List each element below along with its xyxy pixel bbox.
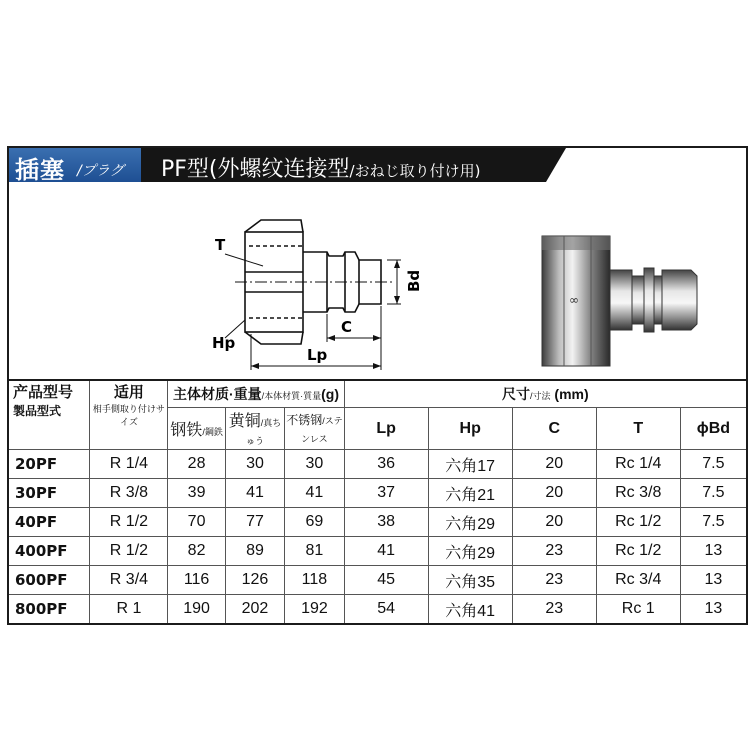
cell-brass: 89 xyxy=(225,537,284,566)
col-model-header xyxy=(8,380,90,450)
product-title-suffix: /おねじ取り付け用) xyxy=(349,162,481,180)
col-bd-header: ϕBd xyxy=(680,408,747,450)
cell-brass: 202 xyxy=(225,595,284,625)
col-t-header: T xyxy=(596,408,680,450)
category-tab xyxy=(9,148,141,182)
label-c: C xyxy=(341,318,353,336)
cell-hp: 六角17 xyxy=(428,450,512,479)
cell-fit: R 3/4 xyxy=(90,566,168,595)
cell-sus: 69 xyxy=(285,508,344,537)
cell-model: 600PF xyxy=(8,566,90,595)
cell-lp: 36 xyxy=(344,450,428,479)
cell-model: 30PF xyxy=(8,479,90,508)
cell-c: 23 xyxy=(512,566,596,595)
title-bar xyxy=(7,146,748,182)
cell-sus: 81 xyxy=(285,537,344,566)
col-model-jp: 製品型式 xyxy=(13,404,62,418)
col-sus-cn: 不锈钢 xyxy=(286,412,323,427)
cell-lp: 38 xyxy=(344,508,428,537)
cell-model: 40PF xyxy=(8,508,90,537)
col-material-cn: 主体材质·重量 xyxy=(172,386,262,402)
product-title xyxy=(161,152,480,183)
cell-c: 20 xyxy=(512,450,596,479)
cell-sus: 41 xyxy=(285,479,344,508)
col-model-cn: 产品型号 xyxy=(13,384,74,401)
technical-drawing xyxy=(9,180,746,380)
cell-hp: 六角35 xyxy=(428,566,512,595)
cell-bd: 13 xyxy=(680,566,747,595)
table-body xyxy=(8,450,747,625)
table-row xyxy=(8,537,747,566)
cell-lp: 54 xyxy=(344,595,428,625)
cell-c: 20 xyxy=(512,479,596,508)
cell-model: 400PF xyxy=(8,537,90,566)
cell-steel: 82 xyxy=(168,537,225,566)
cell-model: 20PF xyxy=(8,450,90,479)
col-dims-header xyxy=(344,380,747,408)
col-brass-header xyxy=(225,408,284,450)
table-header-row-1 xyxy=(8,380,747,408)
table-row xyxy=(8,566,747,595)
cell-brass: 41 xyxy=(225,479,284,508)
col-sus-jp: /ステンレス xyxy=(301,415,343,444)
cell-sus: 192 xyxy=(285,595,344,625)
col-brass-cn: 黄铜 xyxy=(228,413,261,430)
cell-sus: 30 xyxy=(285,450,344,479)
cell-lp: 37 xyxy=(344,479,428,508)
cell-fit: R 1 xyxy=(90,595,168,625)
cell-lp: 45 xyxy=(344,566,428,595)
col-fit-cn: 适用 xyxy=(113,384,144,401)
cell-fit: R 1/2 xyxy=(90,508,168,537)
spec-sheet xyxy=(7,146,748,620)
col-dims-jp: /寸法 xyxy=(530,391,551,401)
cell-fit: R 1/2 xyxy=(90,537,168,566)
spec-table xyxy=(7,379,748,625)
col-material-unit: (g) xyxy=(321,386,340,402)
cell-hp: 六角29 xyxy=(428,537,512,566)
product-title-main: PF型(外螺纹连接型 xyxy=(161,157,350,182)
cell-t: Rc 1/2 xyxy=(596,537,680,566)
cell-bd: 7.5 xyxy=(680,479,747,508)
cell-steel: 70 xyxy=(168,508,225,537)
col-fit-jp: 相手側取り付けサイズ xyxy=(92,404,165,427)
cell-brass: 77 xyxy=(225,508,284,537)
label-lp: Lp xyxy=(307,346,328,364)
cell-bd: 7.5 xyxy=(680,508,747,537)
table-row xyxy=(8,595,747,625)
cell-lp: 41 xyxy=(344,537,428,566)
category-label: 插塞 xyxy=(15,156,65,184)
cell-bd: 7.5 xyxy=(680,450,747,479)
col-lp-header: Lp xyxy=(344,408,428,450)
col-dims-cn: 尺寸 xyxy=(502,386,530,402)
cell-hp: 六角41 xyxy=(428,595,512,625)
col-material-jp: /本体材質·質量 xyxy=(261,391,322,401)
title-band-slant xyxy=(546,148,566,182)
cell-steel: 190 xyxy=(168,595,225,625)
cell-brass: 126 xyxy=(225,566,284,595)
col-material-header xyxy=(168,380,344,408)
cell-c: 23 xyxy=(512,537,596,566)
col-steel-header xyxy=(168,408,225,450)
table-row xyxy=(8,479,747,508)
cell-t: Rc 1/2 xyxy=(596,508,680,537)
col-sus-header xyxy=(285,408,344,450)
table-row xyxy=(8,508,747,537)
cell-sus: 118 xyxy=(285,566,344,595)
cell-fit: R 1/4 xyxy=(90,450,168,479)
cell-t: Rc 1 xyxy=(596,595,680,625)
cell-steel: 39 xyxy=(168,479,225,508)
cell-bd: 13 xyxy=(680,595,747,625)
cell-t: Rc 3/8 xyxy=(596,479,680,508)
category-sublabel: /プラグ xyxy=(77,163,124,179)
table-row xyxy=(8,450,747,479)
label-hp: Hp xyxy=(212,334,236,352)
label-t: T xyxy=(215,236,226,254)
cell-hp: 六角29 xyxy=(428,508,512,537)
cell-brass: 30 xyxy=(225,450,284,479)
cell-model: 800PF xyxy=(8,595,90,625)
cell-steel: 28 xyxy=(168,450,225,479)
cell-hp: 六角21 xyxy=(428,479,512,508)
col-dims-unit: (mm) xyxy=(554,386,589,402)
col-c-header: C xyxy=(512,408,596,450)
hex-body-outline xyxy=(245,232,303,332)
col-steel-cn: 钢铁 xyxy=(170,422,203,439)
col-fit-header xyxy=(90,380,168,450)
cell-c: 23 xyxy=(512,595,596,625)
cell-bd: 13 xyxy=(680,537,747,566)
product-photo xyxy=(542,236,697,366)
cell-fit: R 3/8 xyxy=(90,479,168,508)
cell-steel: 116 xyxy=(168,566,225,595)
cell-t: Rc 3/4 xyxy=(596,566,680,595)
col-brass-jp: /真ちゅう xyxy=(245,418,282,446)
cell-t: Rc 1/4 xyxy=(596,450,680,479)
label-bd: Bd xyxy=(405,269,423,292)
drawing-panel xyxy=(7,180,748,380)
svg-text:∞: ∞ xyxy=(569,293,579,307)
col-steel-jp: /鋼鉄 xyxy=(202,427,223,437)
cell-c: 20 xyxy=(512,508,596,537)
col-hp-header: Hp xyxy=(428,408,512,450)
